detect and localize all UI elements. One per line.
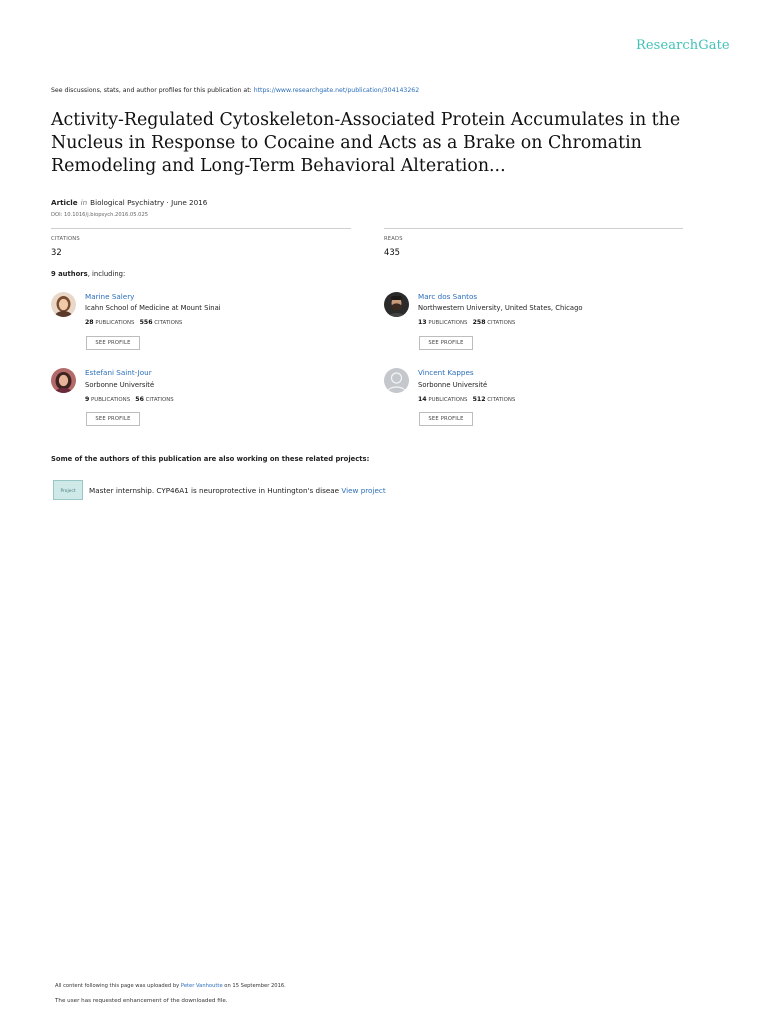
citations-label: CITATIONS: [154, 320, 183, 326]
citations-value: 32: [51, 247, 62, 257]
author-institution: Icahn School of Medicine at Mount Sinai: [85, 304, 221, 312]
author-stats: [85, 319, 182, 326]
uploader-link[interactable]: Peter Vanhoutte: [180, 983, 223, 989]
author-institution: Northwestern University, United States, Chicago: [418, 304, 583, 312]
journal-date: Biological Psychiatry · June 2016: [90, 198, 208, 207]
author-stats: [418, 319, 515, 326]
reads-label: READS: [384, 236, 403, 242]
view-project-link[interactable]: View project: [341, 486, 386, 495]
see-profile-button[interactable]: SEE PROFILE: [419, 336, 473, 350]
in-word: in: [80, 198, 88, 207]
publications-label: PUBLICATIONS: [428, 397, 468, 403]
author-institution: Sorbonne Université: [418, 381, 488, 389]
avatar-photo-icon: [51, 292, 76, 317]
discussion-line: [51, 87, 419, 94]
publication-title: Activity-Regulated Cytoskeleton-Associated Protein Accumulates in the Nucleus in Response to Cocaine and Acts as a Brake on Chromatin Remodeling and Long-Term Behavioral Alteration...: [51, 110, 681, 176]
author-name[interactable]: Marine Salery: [85, 292, 135, 301]
publications-count: 9: [85, 396, 90, 403]
author-name[interactable]: Vincent Kappes: [418, 368, 474, 377]
citations-count: 56: [135, 396, 144, 403]
publications-label: PUBLICATIONS: [91, 397, 131, 403]
see-profile-button[interactable]: SEE PROFILE: [86, 336, 140, 350]
see-profile-button[interactable]: SEE PROFILE: [419, 412, 473, 426]
upload-suffix: on 15 September 2016.: [222, 983, 286, 989]
project-folder-icon: [53, 480, 83, 500]
divider-citations: [51, 228, 351, 229]
avatar-photo-icon: [384, 292, 409, 317]
avatar-estefani-saint-jour[interactable]: [51, 368, 76, 393]
avatar-vincent-kappes[interactable]: [384, 368, 409, 393]
citations-label: CITATIONS: [487, 320, 516, 326]
citations-count: 512: [472, 396, 486, 403]
citations-count: 556: [139, 319, 153, 326]
citations-label: CITATIONS: [51, 236, 80, 242]
authors-count: 9 authors: [51, 270, 88, 278]
related-project-item: [89, 486, 386, 495]
publication-type: Article: [51, 198, 78, 207]
authors-heading: [51, 270, 125, 278]
author-stats: [418, 396, 515, 403]
citations-label: CITATIONS: [487, 397, 516, 403]
authors-suffix: , including:: [87, 270, 126, 278]
publications-count: 13: [418, 319, 427, 326]
upload-note: [55, 983, 286, 989]
author-institution: Sorbonne Université: [85, 381, 155, 389]
avatar-marc-dos-santos[interactable]: [384, 292, 409, 317]
project-title: Master internship. CYP46A1 is neuroprotective in Huntington's diseae: [89, 486, 342, 495]
upload-prefix: All content following this page was uploaded by: [55, 983, 181, 989]
publications-count: 14: [418, 396, 427, 403]
publications-label: PUBLICATIONS: [95, 320, 135, 326]
enhancement-note: The user has requested enhancement of the downloaded file.: [55, 998, 228, 1004]
divider-reads: [384, 228, 683, 229]
citations-count: 258: [472, 319, 486, 326]
doi: DOI: 10.1016/j.biopsych.2016.05.025: [51, 212, 149, 218]
avatar-photo-icon: [51, 368, 76, 393]
see-profile-button[interactable]: SEE PROFILE: [86, 412, 140, 426]
default-avatar-icon: [384, 368, 409, 393]
author-stats: [85, 396, 174, 403]
publications-count: 28: [85, 319, 94, 326]
publication-url-link[interactable]: https://www.researchgate.net/publication/304143262: [253, 87, 420, 94]
related-projects-heading: Some of the authors of this publication are also working on these related projects:: [51, 455, 370, 463]
citations-label: CITATIONS: [145, 397, 174, 403]
publications-label: PUBLICATIONS: [428, 320, 468, 326]
reads-value: 435: [384, 247, 400, 257]
discussion-prefix: See discussions, stats, and author profiles for this publication at:: [51, 87, 254, 94]
author-name[interactable]: Marc dos Santos: [418, 292, 478, 301]
author-name[interactable]: Estefani Saint-Jour: [85, 368, 152, 377]
avatar-marine-salery[interactable]: [51, 292, 76, 317]
researchgate-logo[interactable]: ResearchGate: [636, 38, 730, 53]
project-icon-label: Project: [60, 489, 76, 494]
publication-meta: [51, 198, 207, 207]
